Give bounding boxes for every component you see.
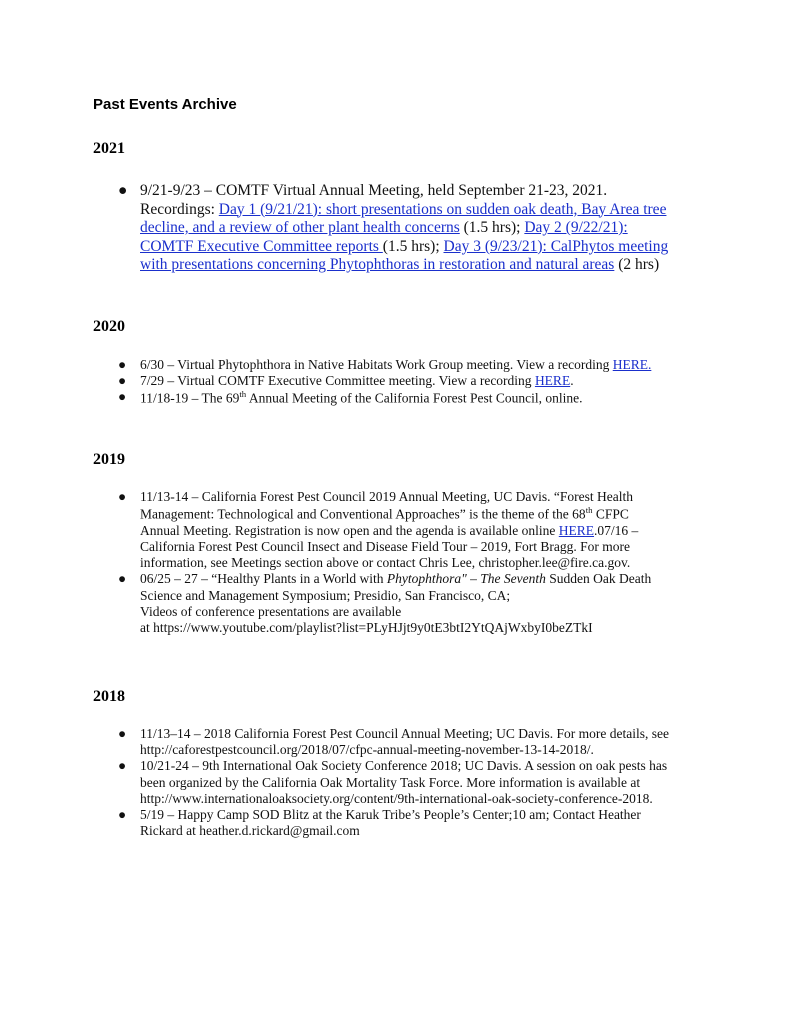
day3-recording-link[interactable]: Day 3 (9/23/21): CalPhytos meeting with presentations concerning Phytophthoras in restoration and natural areas xyxy=(140,237,669,274)
event-text: . xyxy=(570,373,574,389)
event-text: 11/18-19 – The 69 xyxy=(140,390,240,406)
bullet-icon: ● xyxy=(118,182,128,199)
list-item xyxy=(0,373,670,389)
list-item xyxy=(0,389,670,407)
italic-text: Phytophthora" – The Seventh xyxy=(386,571,546,587)
year-heading-2021: 2021 xyxy=(93,140,125,157)
event-text: .07/16 – California Forest Pest Council Insect and Disease Field Tour – 2019, Fort Bragg. For more information, see Meetings section above or contact Chris Lee, christopher.lee@fire.ca.gov. xyxy=(140,522,639,571)
page-title: Past Events Archive xyxy=(93,96,237,113)
list-item xyxy=(0,807,670,839)
bullet-icon: ● xyxy=(118,389,127,405)
event-text: (1.5 hrs); xyxy=(459,219,525,237)
day2-recording-link[interactable]: Day 2 (9/22/21): COMTF Executive Committee reports xyxy=(140,219,628,255)
list-item xyxy=(0,726,670,758)
event-text: 10/21-24 – 9th International Oak Society Conference 2018; UC Davis. A session on oak pests has been organized by the California Oak Mortality Task Force. More information is available at http://www.internationaloaksociety.org/content/9th-international-oak-society-conference-2018. xyxy=(140,758,668,806)
comtf-recording-link[interactable]: HERE xyxy=(534,373,571,389)
event-text: Annual Meeting of the California Forest Pest Council, online. xyxy=(246,390,583,406)
list-item xyxy=(0,489,670,571)
cfpc-agenda-link[interactable]: HERE xyxy=(558,522,595,538)
event-text: (1.5 hrs); xyxy=(382,237,444,255)
event-text: (2 hrs) xyxy=(614,256,660,274)
event-text: 11/13-14 – California Forest Pest Council 2019 Annual Meeting, UC Davis. “Forest Health Management: Technological and Conventional Approaches” is the theme of the 68 xyxy=(140,489,633,522)
event-text: CFPC Annual Meeting. Registration is now open and the agenda is available online xyxy=(140,506,629,538)
event-list-2018 xyxy=(0,726,670,839)
ordinal-suffix: th xyxy=(239,389,247,400)
bullet-icon: ● xyxy=(118,373,127,389)
event-list-2021 xyxy=(0,182,670,275)
event-text: 06/25 – 27 – “Healthy Plants in a World with xyxy=(140,571,387,587)
bullet-icon: ● xyxy=(118,357,127,372)
list-item xyxy=(0,357,670,373)
event-text: 11/13–14 – 2018 California Forest Pest Council Annual Meeting; UC Davis. For more details, see http://caforestpestcouncil.org/2018/07/cfpc-annual-meeting-november-13-14-2018/. xyxy=(140,726,669,758)
bullet-icon: ● xyxy=(118,571,127,587)
phytophthora-recording-link[interactable]: HERE. xyxy=(612,357,652,372)
event-list-2020 xyxy=(0,357,670,407)
list-item xyxy=(0,571,670,636)
bullet-icon: ● xyxy=(118,758,127,774)
list-item xyxy=(0,182,670,275)
year-heading-2020: 2020 xyxy=(93,318,125,335)
event-list-2019 xyxy=(0,489,670,636)
day1-recording-link[interactable]: Day 1 (9/21/21): short presentations on sudden oak death, Bay Area tree decline, and a review of other plant health concerns xyxy=(140,200,667,237)
ordinal-suffix: th xyxy=(585,505,593,516)
event-text: 7/29 – Virtual COMTF Executive Committee meeting. View a recording xyxy=(140,373,535,389)
bullet-icon: ● xyxy=(118,806,127,822)
event-text: Sudden Oak Death Science and Management Symposium; Presidio, San Francisco, CA; xyxy=(140,571,652,603)
list-item xyxy=(0,758,670,807)
youtube-playlist-url: at https://www.youtube.com/playlist?list=PLyHJjt9y0tE3btI2YtQAjWxbyI0beZTkI xyxy=(140,620,593,635)
year-heading-2019: 2019 xyxy=(93,451,125,468)
event-text: 5/19 – Happy Camp SOD Blitz at the Karuk Tribe’s People’s Center;10 am; Contact Heather Rickard at heather.d.rickard@gmail.com xyxy=(140,806,641,839)
event-text: Videos of conference presentations are available xyxy=(140,603,402,619)
bullet-icon: ● xyxy=(118,489,127,504)
event-text: 9/21-9/23 – COMTF Virtual Annual Meeting, held September 21-23, 2021. Recordings: xyxy=(140,182,608,218)
bullet-icon: ● xyxy=(118,726,127,741)
year-heading-2018: 2018 xyxy=(93,688,125,705)
event-text: 6/30 – Virtual Phytophthora in Native Habitats Work Group meeting. View a recording xyxy=(140,357,613,372)
